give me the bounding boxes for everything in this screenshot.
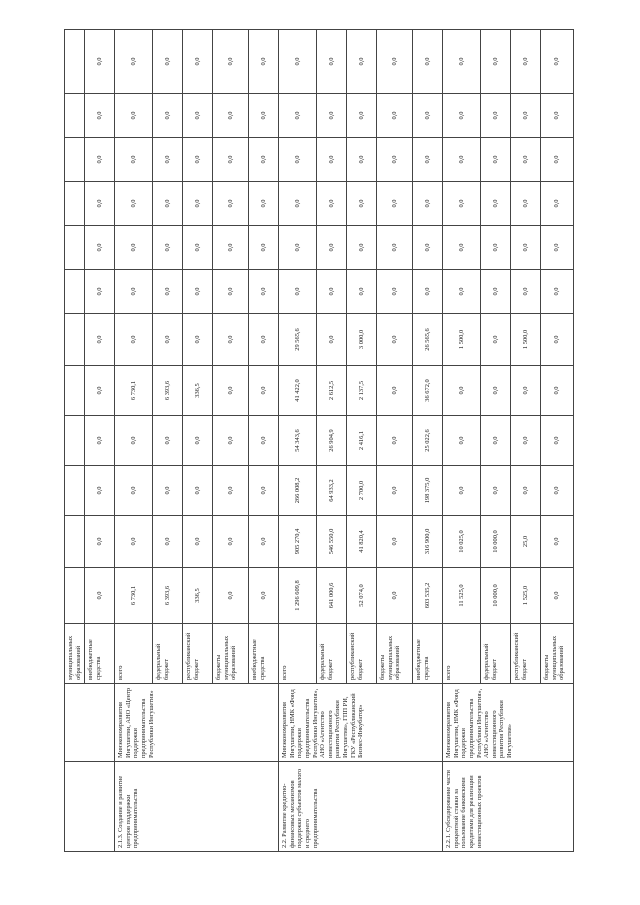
amount-cell: 603 535,2 bbox=[413, 568, 443, 624]
amount-cell: 198 375,0 bbox=[413, 466, 443, 516]
amount-cell: 0,0 bbox=[213, 416, 249, 466]
amount-cell: 10 000,0 bbox=[481, 568, 511, 624]
amount-cell: 0,0 bbox=[213, 466, 249, 516]
amount-cell: 0,0 bbox=[153, 30, 183, 94]
amount-cell: 0,0 bbox=[511, 182, 541, 226]
amount-cell: 0,0 bbox=[413, 226, 443, 270]
amount-cell: 25 022,6 bbox=[413, 416, 443, 466]
amount-cell: 0,0 bbox=[511, 30, 541, 94]
amount-cell: 0,0 bbox=[481, 314, 511, 366]
amount-cell: 0,0 bbox=[377, 416, 413, 466]
funding-source-cell: федеральный бюджет bbox=[481, 624, 511, 684]
amount-cell: 0,0 bbox=[85, 94, 115, 138]
amount-cell: 6 730,1 bbox=[115, 366, 153, 416]
amount-cell: 0,0 bbox=[541, 568, 574, 624]
amount-cell: 0,0 bbox=[183, 270, 213, 314]
amount-cell: 0,0 bbox=[443, 226, 481, 270]
amount-cell: 26 904,9 bbox=[317, 416, 347, 466]
amount-cell: 0,0 bbox=[115, 314, 153, 366]
amount-cell: 0,0 bbox=[279, 182, 317, 226]
amount-cell: 0,0 bbox=[279, 138, 317, 182]
amount-cell: 0,0 bbox=[183, 138, 213, 182]
amount-cell: 0,0 bbox=[249, 226, 279, 270]
amount-cell: 0,0 bbox=[347, 94, 377, 138]
amount-cell: 0,0 bbox=[377, 30, 413, 94]
amount-cell: 0,0 bbox=[183, 516, 213, 568]
amount-cell: 0,0 bbox=[347, 138, 377, 182]
amount-cell: 0,0 bbox=[377, 94, 413, 138]
amount-cell: 0,0 bbox=[317, 30, 347, 94]
amount-cell: 10 000,0 bbox=[481, 516, 511, 568]
amount-cell: 0,0 bbox=[511, 94, 541, 138]
amount-cell: 0,0 bbox=[183, 30, 213, 94]
amount-cell: 0,0 bbox=[213, 270, 249, 314]
amount-cell: 0,0 bbox=[279, 30, 317, 94]
funding-source-cell: бюджеты муниципальных образований bbox=[213, 624, 249, 684]
amount-cell: 64 933,2 bbox=[317, 466, 347, 516]
amount-cell: 0,0 bbox=[153, 466, 183, 516]
funding-source-cell: внебюджетные средства bbox=[249, 624, 279, 684]
amount-cell: 41 820,4 bbox=[347, 516, 377, 568]
amount-cell: 0,0 bbox=[511, 270, 541, 314]
measure-name-cell bbox=[65, 762, 115, 852]
amount-cell: 0,0 bbox=[213, 138, 249, 182]
amount-cell: 0,0 bbox=[153, 226, 183, 270]
amount-cell bbox=[65, 466, 85, 516]
amount-cell: 0,0 bbox=[377, 270, 413, 314]
funding-source-cell: федеральный бюджет bbox=[153, 624, 183, 684]
amount-cell: 0,0 bbox=[541, 366, 574, 416]
amount-cell: 0,0 bbox=[443, 182, 481, 226]
funding-source-cell: республиканский бюджет bbox=[511, 624, 541, 684]
amount-cell bbox=[65, 182, 85, 226]
measure-name-cell: 2.2. Развитие кредитно-финансовых механизмов поддержки субъектов малого и среднего предпринимательства bbox=[279, 762, 443, 852]
amount-cell: 266 008,2 bbox=[279, 466, 317, 516]
measure-name-cell: 2.1.3. Создание и развитие центров поддержки предпринимательства bbox=[115, 762, 279, 852]
amount-cell: 0,0 bbox=[213, 366, 249, 416]
amount-cell: 41 422,0 bbox=[279, 366, 317, 416]
amount-cell: 0,0 bbox=[541, 466, 574, 516]
amount-cell: 0,0 bbox=[443, 30, 481, 94]
amount-cell: 0,0 bbox=[481, 138, 511, 182]
amount-cell: 0,0 bbox=[85, 516, 115, 568]
table-row bbox=[65, 30, 85, 852]
funding-source-cell: бюджеты муниципальных образований bbox=[377, 624, 413, 684]
amount-cell: 0,0 bbox=[115, 466, 153, 516]
amount-cell: 54 343,6 bbox=[279, 416, 317, 466]
executors-cell: Минэкономразвития Ингушетии, НМК «Фонд поддержки предпринимательства Республики Ингушетия», АНО «Агентство инвестиционного развития Республики Ингушетия», ГПП РИ, ГКУ «Республиканский Бизнес-Инкубатор» bbox=[279, 684, 443, 762]
amount-cell: 0,0 bbox=[153, 94, 183, 138]
amount-cell: 0,0 bbox=[511, 416, 541, 466]
amount-cell bbox=[65, 30, 85, 94]
amount-cell: 905 270,4 bbox=[279, 516, 317, 568]
amount-cell: 6 393,6 bbox=[153, 568, 183, 624]
amount-cell: 1 296 609,8 bbox=[279, 568, 317, 624]
amount-cell: 2 700,0 bbox=[347, 466, 377, 516]
amount-cell: 0,0 bbox=[413, 182, 443, 226]
amount-cell: 641 000,6 bbox=[317, 568, 347, 624]
amount-cell: 0,0 bbox=[317, 138, 347, 182]
amount-cell: 0,0 bbox=[153, 416, 183, 466]
amount-cell: 0,0 bbox=[413, 94, 443, 138]
amount-cell: 316 900,0 bbox=[413, 516, 443, 568]
amount-cell: 0,0 bbox=[541, 30, 574, 94]
amount-cell bbox=[65, 366, 85, 416]
table-row bbox=[115, 30, 153, 852]
amount-cell: 0,0 bbox=[443, 416, 481, 466]
amount-cell: 1 500,0 bbox=[443, 314, 481, 366]
amount-cell: 0,0 bbox=[443, 138, 481, 182]
amount-cell: 0,0 bbox=[213, 182, 249, 226]
table-row bbox=[279, 30, 317, 852]
amount-cell: 0,0 bbox=[213, 94, 249, 138]
amount-cell: 0,0 bbox=[279, 226, 317, 270]
amount-cell: 0,0 bbox=[511, 366, 541, 416]
amount-cell: 0,0 bbox=[115, 416, 153, 466]
amount-cell: 6 393,6 bbox=[153, 366, 183, 416]
amount-cell: 0,0 bbox=[317, 94, 347, 138]
amount-cell: 0,0 bbox=[249, 30, 279, 94]
amount-cell: 0,0 bbox=[377, 366, 413, 416]
amount-cell: 0,0 bbox=[511, 466, 541, 516]
amount-cell: 0,0 bbox=[213, 314, 249, 366]
amount-cell: 0,0 bbox=[115, 270, 153, 314]
amount-cell: 0,0 bbox=[481, 366, 511, 416]
amount-cell: 0,0 bbox=[249, 314, 279, 366]
amount-cell: 0,0 bbox=[115, 94, 153, 138]
amount-cell: 0,0 bbox=[85, 270, 115, 314]
amount-cell bbox=[65, 138, 85, 182]
amount-cell: 546 550,0 bbox=[317, 516, 347, 568]
amount-cell: 29 565,6 bbox=[279, 314, 317, 366]
amount-cell: 0,0 bbox=[443, 270, 481, 314]
amount-cell: 0,0 bbox=[85, 30, 115, 94]
funding-source-cell: республиканский бюджет bbox=[183, 624, 213, 684]
amount-cell: 52 074,0 bbox=[347, 568, 377, 624]
amount-cell: 2 416,1 bbox=[347, 416, 377, 466]
amount-cell: 0,0 bbox=[481, 182, 511, 226]
amount-cell: 0,0 bbox=[249, 270, 279, 314]
amount-cell: 0,0 bbox=[183, 226, 213, 270]
amount-cell: 0,0 bbox=[153, 182, 183, 226]
amount-cell: 0,0 bbox=[443, 466, 481, 516]
amount-cell: 0,0 bbox=[115, 182, 153, 226]
amount-cell: 0,0 bbox=[377, 516, 413, 568]
amount-cell: 0,0 bbox=[213, 568, 249, 624]
amount-cell: 0,0 bbox=[443, 366, 481, 416]
amount-cell: 0,0 bbox=[115, 226, 153, 270]
amount-cell: 0,0 bbox=[541, 314, 574, 366]
amount-cell: 0,0 bbox=[481, 94, 511, 138]
amount-cell: 0,0 bbox=[413, 138, 443, 182]
amount-cell: 0,0 bbox=[377, 182, 413, 226]
amount-cell: 0,0 bbox=[541, 138, 574, 182]
funding-source-cell: всего bbox=[443, 624, 481, 684]
amount-cell: 0,0 bbox=[85, 416, 115, 466]
amount-cell: 1 525,0 bbox=[511, 568, 541, 624]
amount-cell: 0,0 bbox=[183, 182, 213, 226]
amount-cell: 0,0 bbox=[347, 182, 377, 226]
amount-cell bbox=[65, 314, 85, 366]
rotated-page bbox=[64, 30, 568, 852]
amount-cell: 0,0 bbox=[85, 466, 115, 516]
amount-cell: 0,0 bbox=[481, 416, 511, 466]
measure-name-cell: 2.2.1. Субсидирование части процентной ставки за пользование банковскими кредитами для реализации инвестиционных проектов bbox=[443, 762, 574, 852]
amount-cell: 25,0 bbox=[511, 516, 541, 568]
amount-cell: 0,0 bbox=[413, 30, 443, 94]
amount-cell: 0,0 bbox=[317, 314, 347, 366]
amount-cell: 0,0 bbox=[249, 516, 279, 568]
table-row bbox=[443, 30, 481, 852]
funding-source-cell: республиканский бюджет bbox=[347, 624, 377, 684]
amount-cell: 0,0 bbox=[511, 138, 541, 182]
funding-source-cell: всего bbox=[115, 624, 153, 684]
amount-cell: 36 672,0 bbox=[413, 366, 443, 416]
amount-cell: 0,0 bbox=[249, 182, 279, 226]
amount-cell: 0,0 bbox=[183, 416, 213, 466]
amount-cell: 10 025,0 bbox=[443, 516, 481, 568]
amount-cell: 0,0 bbox=[443, 94, 481, 138]
funding-source-cell: внебюджетные средства bbox=[413, 624, 443, 684]
executors-cell: Минэкономразвития Ингушетии, АНО «Центр поддержки предпринимательства Республики Ингушетия» bbox=[115, 684, 279, 762]
amount-cell: 0,0 bbox=[183, 466, 213, 516]
amount-cell: 6 730,1 bbox=[115, 568, 153, 624]
amount-cell bbox=[65, 226, 85, 270]
amount-cell: 0,0 bbox=[153, 314, 183, 366]
amount-cell: 336,5 bbox=[183, 568, 213, 624]
amount-cell: 0,0 bbox=[541, 182, 574, 226]
amount-cell: 0,0 bbox=[377, 466, 413, 516]
amount-cell: 0,0 bbox=[115, 30, 153, 94]
amount-cell: 0,0 bbox=[511, 226, 541, 270]
funding-source-cell: бюджеты муниципальных образований bbox=[541, 624, 574, 684]
amount-cell: 0,0 bbox=[541, 270, 574, 314]
executors-cell: Минэкономразвития Ингушетии, НМК «Фонд поддержки предпринимательства Республики Ингушетия», АНО «Агентство инвестиционного развития Республики Ингушетия» bbox=[443, 684, 574, 762]
amount-cell: 0,0 bbox=[249, 94, 279, 138]
amount-cell: 0,0 bbox=[541, 226, 574, 270]
amount-cell: 0,0 bbox=[85, 138, 115, 182]
amount-cell: 3 000,0 bbox=[347, 314, 377, 366]
amount-cell bbox=[65, 516, 85, 568]
amount-cell: 0,0 bbox=[541, 416, 574, 466]
amount-cell: 0,0 bbox=[541, 94, 574, 138]
funding-source-cell: федеральный бюджет bbox=[317, 624, 347, 684]
amount-cell: 0,0 bbox=[183, 314, 213, 366]
amount-cell: 0,0 bbox=[85, 568, 115, 624]
amount-cell: 0,0 bbox=[85, 314, 115, 366]
amount-cell: 0,0 bbox=[317, 270, 347, 314]
funding-source-cell: всего bbox=[279, 624, 317, 684]
executors-cell bbox=[65, 684, 115, 762]
amount-cell bbox=[65, 94, 85, 138]
amount-cell: 0,0 bbox=[153, 138, 183, 182]
amount-cell: 0,0 bbox=[413, 270, 443, 314]
amount-cell: 0,0 bbox=[153, 270, 183, 314]
amount-cell: 0,0 bbox=[347, 30, 377, 94]
amount-cell: 0,0 bbox=[213, 30, 249, 94]
amount-cell: 0,0 bbox=[377, 314, 413, 366]
amount-cell: 0,0 bbox=[85, 226, 115, 270]
amount-cell: 0,0 bbox=[377, 568, 413, 624]
amount-cell: 0,0 bbox=[481, 466, 511, 516]
amount-cell: 0,0 bbox=[213, 516, 249, 568]
amount-cell: 0,0 bbox=[347, 270, 377, 314]
amount-cell bbox=[65, 568, 85, 624]
amount-cell: 11 525,0 bbox=[443, 568, 481, 624]
amount-cell: 336,5 bbox=[183, 366, 213, 416]
amount-cell: 0,0 bbox=[153, 516, 183, 568]
amount-cell: 0,0 bbox=[249, 366, 279, 416]
amount-cell: 2 612,5 bbox=[317, 366, 347, 416]
amount-cell: 0,0 bbox=[279, 270, 317, 314]
amount-cell: 0,0 bbox=[249, 138, 279, 182]
amount-cell: 0,0 bbox=[347, 226, 377, 270]
amount-cell: 0,0 bbox=[85, 182, 115, 226]
amount-cell: 0,0 bbox=[481, 270, 511, 314]
financing-table bbox=[64, 29, 574, 852]
amount-cell: 1 500,0 bbox=[511, 314, 541, 366]
amount-cell: 0,0 bbox=[115, 516, 153, 568]
amount-cell: 0,0 bbox=[377, 138, 413, 182]
amount-cell: 0,0 bbox=[213, 226, 249, 270]
amount-cell: 0,0 bbox=[481, 226, 511, 270]
amount-cell: 0,0 bbox=[249, 466, 279, 516]
amount-cell bbox=[65, 270, 85, 314]
amount-cell: 26 565,6 bbox=[413, 314, 443, 366]
amount-cell bbox=[65, 416, 85, 466]
amount-cell: 0,0 bbox=[541, 516, 574, 568]
amount-cell: 0,0 bbox=[85, 366, 115, 416]
funding-source-cell: муниципальных образований bbox=[65, 624, 85, 684]
amount-cell: 0,0 bbox=[249, 416, 279, 466]
funding-source-cell: внебюджетные средства bbox=[85, 624, 115, 684]
amount-cell: 0,0 bbox=[249, 568, 279, 624]
amount-cell: 0,0 bbox=[183, 94, 213, 138]
amount-cell: 0,0 bbox=[481, 30, 511, 94]
amount-cell: 0,0 bbox=[279, 94, 317, 138]
amount-cell: 0,0 bbox=[317, 226, 347, 270]
amount-cell: 0,0 bbox=[377, 226, 413, 270]
amount-cell: 0,0 bbox=[115, 138, 153, 182]
amount-cell: 0,0 bbox=[317, 182, 347, 226]
amount-cell: 2 137,5 bbox=[347, 366, 377, 416]
